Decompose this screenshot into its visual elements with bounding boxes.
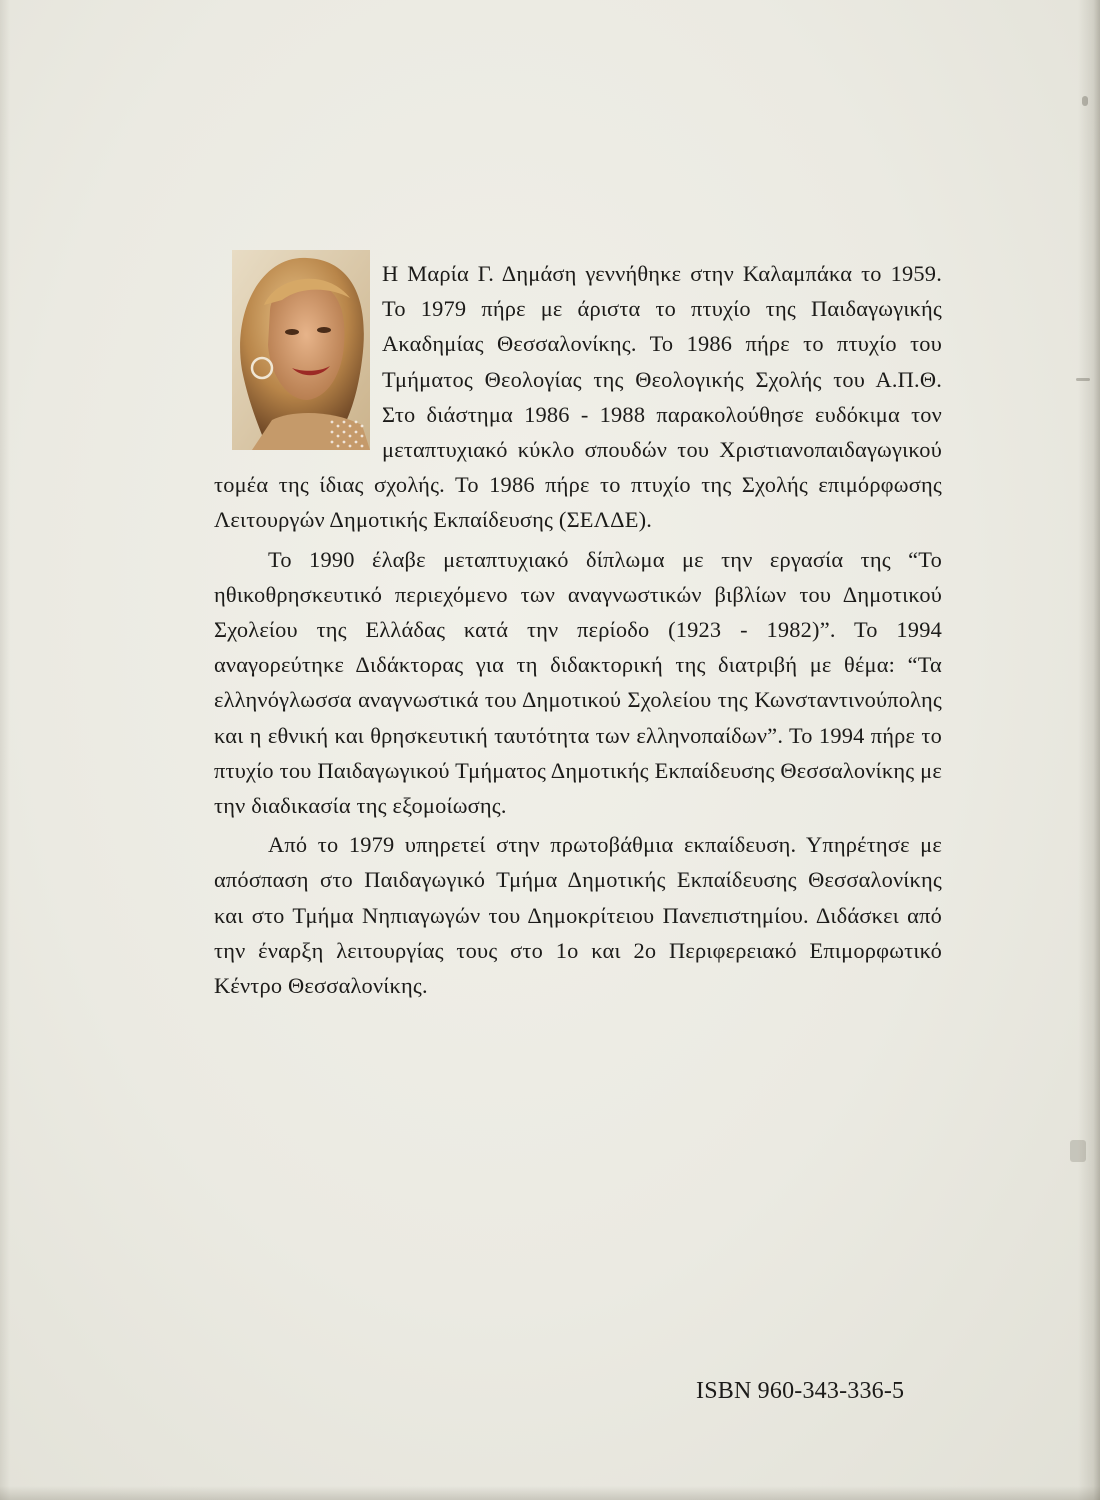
cover-right-edge (1078, 0, 1100, 1500)
bio-paragraph-3: Από το 1979 υπηρετεί στην πρωτοβάθμια εκπαίδευση. Υπηρέτησε με απόσπαση στο Παιδαγωγικό Τμήμα Δημοτικής Εκπαίδευσης Θεσσαλονίκης και στο Τμήμα Νηπιαγωγών του Δημοκρίτειου Πανεπιστημίου. Διδάσκει από την έναρξη λειτουργίας τους στο 1ο και 2ο Περιφερειακό Επιμορφωτικό Κέντρο Θεσσαλονίκης. (214, 832, 942, 999)
cover-scuff (1070, 1140, 1086, 1162)
cover-scuff (1076, 378, 1090, 381)
cover-bottom-edge (0, 1486, 1100, 1500)
bio-paragraph-2: Το 1990 έλαβε μεταπτυχιακό δίπλωμα με την εργασία της “Το ηθικοθρησκευτικό περιεχόμενο των αναγνωστικών βιβλίων του Δημοτικού Σχολείου της Ελλάδας κατά την περίοδο (1923 - 1982)”. Το 1994 αναγορεύτηκε Διδάκτορας για τη διδακτορική της διατριβή με θέμα: “Τα ελληνόγλωσσα αναγνωστικά του Δημοτικού Σχολείου της Κωνσταντινούπολης και η εθνική και θρησκευτική ταυτότητα των ελληνοπαίδων”. Το 1994 πήρε το πτυχίο του Παιδαγωγικού Τμήματος Δημοτικής Εκπαίδευσης Θεσσαλονίκης με την διαδικασία της εξομοίωσης. (214, 546, 942, 819)
cover-left-edge (0, 0, 10, 1500)
isbn-number: ISBN 960-343-336-5 (696, 1378, 905, 1404)
bio-paragraph-1: Η Μαρία Γ. Δημάση γεννήθηκε στην Καλαμπάκα το 1959. Το 1979 πήρε με άριστα το πτυχίο της Παιδαγωγικής Ακαδημίας Θεσσαλονίκης. Το 1986 πήρε το πτυχίο του Τμήματος Θεολογίας της Θεολογικής Σχολής του Α.Π.Θ. Στο διάστημα 1986 - 1988 παρακολούθησε ευδόκιμα τον μεταπτυχιακό κύκλο σπουδών του Χριστιανοπαιδαγωγικού τομέα της ίδιας σχολής. Το 1986 πήρε το πτυχίο της Σχολής επιμόρφωσης Λειτουργών Δημοτικής Εκπαίδευσης (ΣΕΛΔΕ). (214, 261, 942, 533)
author-bio (214, 256, 942, 1003)
cover-scuff (1082, 96, 1088, 106)
photo-spacer (214, 256, 382, 466)
